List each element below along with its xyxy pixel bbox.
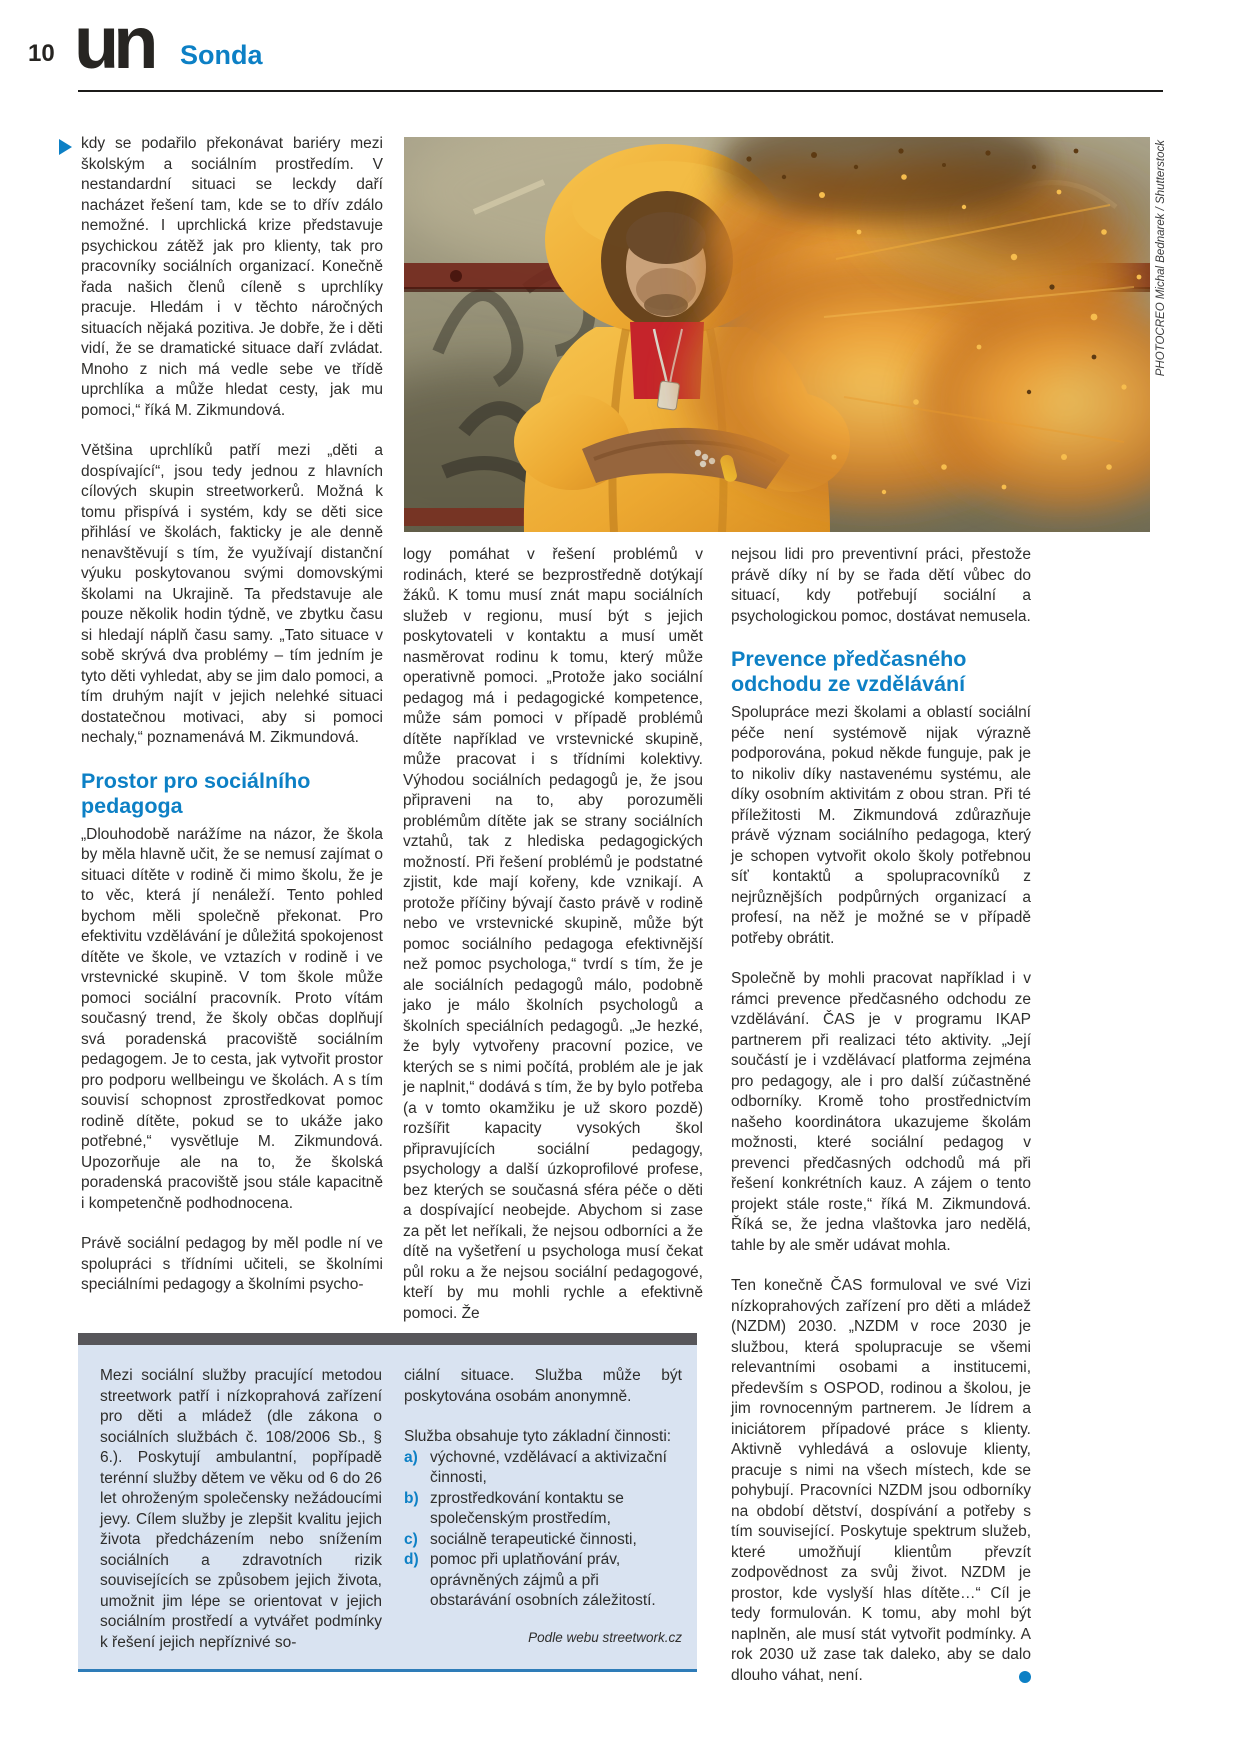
paragraph: Většina uprchlíků patří mezi „děti a dospívající“, jsou tedy jednou z hlavních cílových skupin streetworkerů. Možná k tomu přispívá i systém, kdy se děti sice přihlásí ve školách, fakticky je ale denně nenavštěvují s tím, že využívají distanční výuku poskytovanou svými domovskými školami na Ukrajině. Ta představuje ale pouze několik hodin týdně, ve zbytku času si hledají náplň času samy. „Tato situace v sobě skrývá dva problémy – tím jedním je tyto děti vyhledat, aby se jim dalo pomoci, a tím druhým najít v jejich nelehké situaci dostatečnou motivaci, aby si pomoci nechaly,“ poznamenává M. Zikmundová. — [81, 442, 383, 746]
article-column-1 — [81, 134, 383, 1296]
article-photo — [404, 137, 1150, 532]
list-item — [404, 1448, 682, 1489]
infobox-top-bar — [78, 1333, 697, 1345]
paragraph: Právě sociální pedagog by měl podle ní ve spolupráci s třídními učiteli, se školními speciálními pedagogy a školními psycho- — [81, 1235, 383, 1293]
list-item — [404, 1489, 682, 1530]
section-title: Sonda — [180, 40, 263, 70]
infobox-list-intro: Služba obsahuje tyto základní činnosti: — [404, 1428, 672, 1445]
streetwork-infobox — [78, 1333, 697, 1672]
paragraph: Společně by mohli pracovat například i v rámci prevence předčasného odchodu ze vzdělávání. ČAS je v programu IKAP partnerem při realizaci této aktivity. „Její součástí je i vzdělávací platforma zejména pro pedagogy, ale i pro další zúčastněné odborníky. Kromě toho prostřednictvím našeho koordinátora ukazujeme školám možnosti, které sociální pedagog v prevenci předčasných odchodů má při řešení konkrétních kauz. A zájem o tento projekt stále roste,“ říká M. Zikmundová. Říká se, že jedna vlaštovka jaro nedělá, tahle by ale směr udávat mohla. — [731, 970, 1031, 1254]
list-item-label: b) — [404, 1489, 419, 1507]
list-item-text: sociálně terapeutické činnosti, — [430, 1530, 637, 1548]
paragraph: logy pomáhat v řešení problémů v rodinách, které se bezprostředně dotýkají žáků. K tomu musí znát mapu sociálních služeb v regionu, musí být s jejich poskytovateli v kontaktu a musí umět nasměrovat rodinu k tomu, který může operativně pomoci. „Protože jako sociální pedagog má i pedagogické kompetence, může sám pomoci v případě problémů dítěte například ve vrstevnické skupině, může pracovat i s třídními kolektivy. Výhodou sociálních pedagogů je, že jsou připraveni na to, aby porozuměli problémům dítěte jak se strany sociálních vztahů, tak z hlediska pedagogických možností. Při řešení problémů je podstatné zjistit, kde mají kořeny, kde vznikají. A protože příčiny bývají často právě v rodině nebo ve vrstevnické skupině, může být pomoc sociálního pedagoga efektivnější než pomoc psychologa,“ tvrdí s tím, že je ale sociálních pedagogů málo, podobně jako je málo školních psychologů a školních speciálních pedagogů. „Je hezké, že byly vytvořeny pracovní pozice, ve kterých se s nimi počítá, problém ale je jak je naplnit,“ dodává s tím, že by bylo potřeba (a v tomto okamžiku je už skoro pozdě) rozšířit kapacity vysokých škol připravujících sociální pedagogy, psychology a další úzkoprofilové profese, bez kterých se současná sféra péče o děti a dospívající neobejde. Abychom si zase za pět let neříkali, že nejsou odborníci a že dítě na vyšetření u psychologa musí čekat půl roku a že nejsou sociální pedagogové, kteří by mu mohli rychle a efektivně pomoci. Že — [403, 546, 703, 1322]
paragraph: Spolupráce mezi školami a oblastí sociální péče není systémově nijak výrazně podporována, pokud někde funguje, pak je to nikoliv díky nastavenému systému, ale díky osobním aktivitám z obou stran. Při té příležitosti M. Zikmundová zdůrazňuje právě význam sociálního pedagoga, který je schopen vytvořit okolo školy potřebnou síť kontaktů a spolupracovníků z nejrůznějších podpůrných organizací a profesí, na něž je možné se v případě potřeby obrátit. — [731, 704, 1031, 947]
subheading-social-pedagogue: Prostor pro sociálního pedagoga — [81, 768, 311, 818]
list-item-label: c) — [404, 1530, 418, 1548]
article-column-2 — [403, 545, 703, 1324]
infobox-source: Podle webu streetwork.cz — [528, 1629, 682, 1645]
list-item — [404, 1530, 682, 1551]
infobox-column-2 — [404, 1366, 682, 1653]
infobox-paragraph: ciální situace. Služba může být poskytována osobám anonymně. — [404, 1367, 682, 1405]
infobox-column-1 — [100, 1366, 382, 1653]
subheading-dropout-prevention: Prevence předčasného odchodu ze vzdělávání — [731, 647, 967, 696]
paragraph: nejsou lidi pro preventivní práci, přestože právě díky ní by se řada dětí vůbec do situací, kdy potřebují sociální a psychologickou pomoc, dostávat nemusela. — [731, 546, 1031, 625]
continuation-arrow-icon — [59, 139, 72, 155]
infobox-body — [78, 1345, 697, 1672]
list-item-text: výchovné, vzdělávací a aktivizační činnosti, — [430, 1448, 667, 1486]
hooded-man-dust-illustration — [404, 137, 1150, 532]
infobox-paragraph: Mezi sociální služby pracující metodou streetwork patří i nízkoprahová zařízení pro děti a mládež (dle zákona o sociálních službách č. 108/2006 Sb., § 6.). Poskytují ambulantní, popřípadě terénní služby dětem ve věku od 6 do 26 let ohroženým společensky nežádoucími jevy. Cílem služby je zlepšit kvalitu jejich života předcházením nebo snížením sociálních a zdravotních rizik souvisejících se způsobem jejich života, umožnit jim lépe se orientovat v jejich sociálním prostředí a vytvářet podmínky k řešení jejich nepříznivé so- — [100, 1367, 382, 1651]
list-item-text: pomoc při uplatňování práv, oprávněných zájmů a při obstarávání osobních záležitostí. — [430, 1551, 656, 1609]
article-column-3 — [731, 545, 1031, 1690]
magazine-logo: un — [74, 1, 153, 84]
header-rule — [78, 90, 1163, 92]
article-end-dot-icon — [1019, 1671, 1031, 1683]
photo-credit-text: PHOTOCREO Michal Bednarek / Shutterstock — [1155, 140, 1167, 377]
list-item — [404, 1550, 682, 1612]
list-item-label: a) — [404, 1448, 418, 1466]
photo-credit — [1155, 140, 1175, 422]
paragraph: kdy se podařilo překonávat bariéry mezi školským a sociálním prostředím. V nestandardní situaci se leckdy daří nacházet řešení tam, kde se to dřív zdálo nemožné. I uprchlická krize představuje psychickou zátěž jak pro klienty, tak pro pracovníky sociálních organizací. Konečně řada našich členů cíleně s uprchlíky pracuje. Hledám i v těchto náročných situacích nějaká pozitiva. Je dobře, že i děti vidí, že se dramatické situace daří zvládat. Mnoho z nich má vedle sebe ve třídě uprchlíka a může hledat cesty, jak mu pomoci,“ říká M. Zikmundová. — [81, 135, 383, 419]
page-number: 10 — [28, 40, 55, 67]
paragraph: Ten konečně ČAS formuloval ve své Vizi nízkoprahových zařízení pro děti a mládež (NZDM) 2030. „NZDM v roce 2030 je službou, která spolupracuje se všemi relevantními osobami a institucemi, především s OSPOD, rodinou a školou, je jim rovnocenným partnerem. Je lídrem a iniciátorem případové práce s klienty. Aktivně vyhledává a oslovuje klienty, pracuje s nimi na všech místech, kde se pohybují. Pracovníci NZDM jsou odborníky na období dětství, dospívání a potřeby s tím související. Poskytuje spektrum služeb, které umožňují klientům převzít zodpovědnost za svůj život. NZDM je prostor, kde vyslyší hlas dítěte…“ Cíl je tedy formulován. K tomu, aby mohl být naplněn, ale musí stát vytvořit podmínky. A rok 2030 už zase tak daleko, aby se dalo dlouho váhat, není. — [731, 1277, 1031, 1684]
list-item-label: d) — [404, 1551, 419, 1568]
list-item-text: zprostředkování kontaktu se společenským prostředím, — [430, 1489, 624, 1527]
paragraph: „Dlouhodobě narážíme na názor, že škola by měla hlavně učit, že se nemusí zajímat o situaci dítěte v rodině či mimo školu, že je to věc, která jí nenáleží. Tento pohled bychom měli společně překonat. Pro efektivitu vzdělávání je důležitá spokojenost dítěte ve škole, ve vztazích v rodině i ve vrstevnické skupině. V tom škole může pomoci sociální pracovník. Proto vítám současný trend, že školy občas doplňují svá poradenská pracoviště sociálním pedagogem. Je to cesta, jak vytvořit prostor pro podporu wellbeingu ve školách. A s tím souvisí schopnost zprostředkovat pomoc rodině dítěte, pokud se to ukáže jako potřebné,“ vysvětluje M. Zikmundová. Upozorňuje ale na to, že školská poradenská pracoviště jsou stále kapacitně i kompetenčně podhodnocena. — [81, 825, 383, 1212]
